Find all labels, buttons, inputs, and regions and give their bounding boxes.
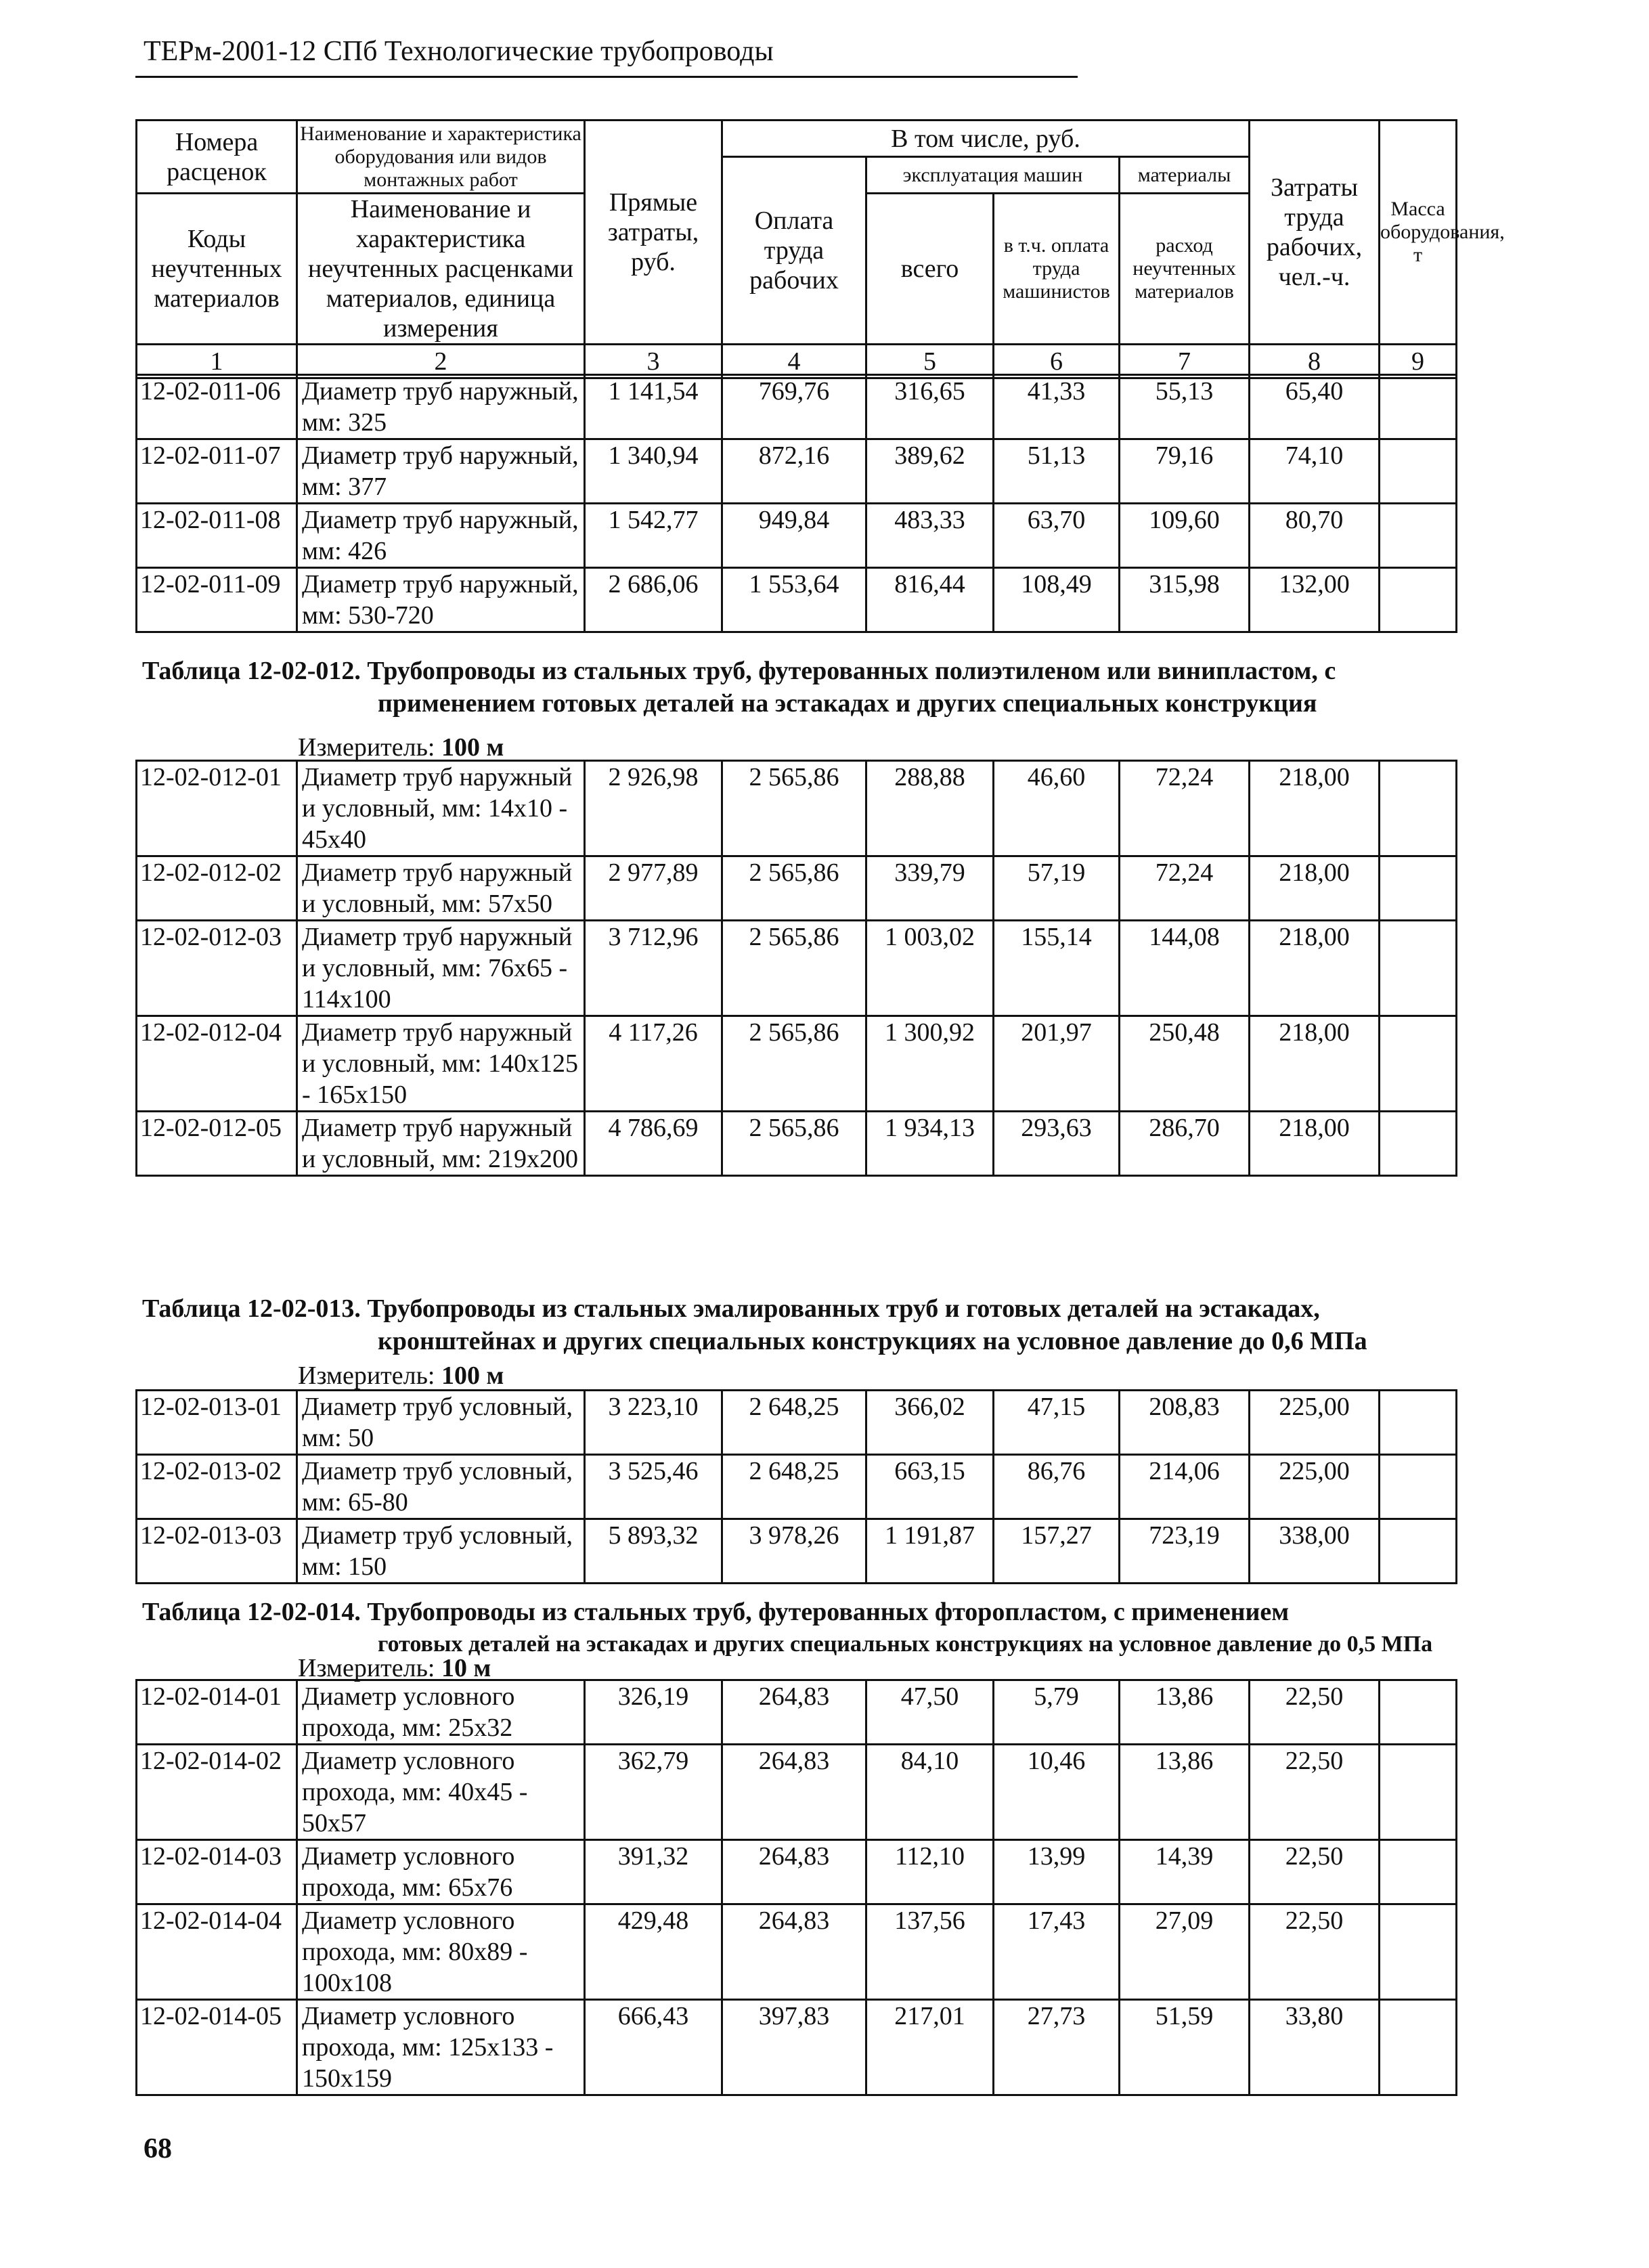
header-materials: материалы xyxy=(1120,157,1250,194)
wages: 2 565,86 xyxy=(722,1112,866,1176)
direct-costs: 429,48 xyxy=(585,1904,722,2000)
materials: 208,83 xyxy=(1120,1391,1250,1455)
rate-code: 12-02-014-02 xyxy=(137,1745,297,1840)
materials: 109,60 xyxy=(1120,504,1250,568)
equipment-mass xyxy=(1380,1745,1457,1840)
machines-total: 84,10 xyxy=(866,1745,994,1840)
rate-name: Диаметр труб условный, мм: 50 xyxy=(297,1391,585,1455)
equipment-mass xyxy=(1380,761,1457,856)
header-wages: Оплата труда рабочих xyxy=(722,157,866,345)
table-row xyxy=(137,1391,1457,1455)
labor-costs: 80,70 xyxy=(1250,504,1380,568)
machines-total: 137,56 xyxy=(866,1904,994,2000)
table-013-caption-line2: кронштейнах и других специальных конструкциях на условное давление до 0,6 МПа xyxy=(378,1327,1367,1355)
measure-value: 100 м xyxy=(441,733,504,762)
header-material-name: Наименование и характеристика неучтенных расценками материалов, единица измерения xyxy=(297,194,585,345)
rate-code: 12-02-011-07 xyxy=(137,439,297,504)
machines-total: 816,44 xyxy=(866,568,994,632)
wages: 2 648,25 xyxy=(722,1455,866,1519)
table-012-measure xyxy=(298,733,504,762)
direct-costs: 3 712,96 xyxy=(585,921,722,1016)
direct-costs: 326,19 xyxy=(585,1680,722,1745)
wages: 872,16 xyxy=(722,439,866,504)
rate-name: Диаметр труб наружный, мм: 426 xyxy=(297,504,585,568)
machines-total: 1 003,02 xyxy=(866,921,994,1016)
rate-name: Диаметр труб наружный и условный, мм: 76x65 - 114x100 xyxy=(297,921,585,1016)
header-including: В том числе, руб. xyxy=(722,121,1250,157)
wages: 2 565,86 xyxy=(722,761,866,856)
rate-name: Диаметр условного прохода, мм: 80x89 - 100x108 xyxy=(297,1904,585,2000)
measure-label: Измеритель: xyxy=(298,1361,435,1390)
table-row xyxy=(137,1745,1457,1840)
equipment-mass xyxy=(1380,921,1457,1016)
wages: 2 565,86 xyxy=(722,1016,866,1112)
labor-costs: 218,00 xyxy=(1250,1016,1380,1112)
labor-costs: 22,50 xyxy=(1250,1680,1380,1745)
table-12-02-014 xyxy=(135,1679,1457,2096)
machinist-wages: 51,13 xyxy=(994,439,1120,504)
colnum-6: 6 xyxy=(994,345,1120,378)
rate-code: 12-02-014-04 xyxy=(137,1904,297,2000)
table-12-02-011 xyxy=(135,374,1457,633)
machinist-wages: 63,70 xyxy=(994,504,1120,568)
labor-costs: 218,00 xyxy=(1250,856,1380,921)
wages: 2 648,25 xyxy=(722,1391,866,1455)
equipment-mass xyxy=(1380,1904,1457,2000)
header-material-codes: Коды неучтенных материалов xyxy=(137,194,297,345)
direct-costs: 3 525,46 xyxy=(585,1455,722,1519)
rate-name: Диаметр условного прохода, мм: 25x32 xyxy=(297,1680,585,1745)
table-row xyxy=(137,921,1457,1016)
direct-costs: 1 141,54 xyxy=(585,375,722,439)
header-codes: Номера расценок xyxy=(137,121,297,194)
wages: 1 553,64 xyxy=(722,568,866,632)
wages: 264,83 xyxy=(722,1680,866,1745)
materials: 250,48 xyxy=(1120,1016,1250,1112)
machinist-wages: 157,27 xyxy=(994,1519,1120,1584)
header-machines-total: всего xyxy=(866,194,994,345)
machinist-wages: 10,46 xyxy=(994,1745,1120,1840)
direct-costs: 4 786,69 xyxy=(585,1112,722,1176)
table-row xyxy=(137,1016,1457,1112)
header-work-name: Наименование и характеристика оборудования или видов монтажных работ xyxy=(297,121,585,194)
rate-name: Диаметр условного прохода, мм: 125x133 - 150x159 xyxy=(297,2000,585,2095)
rate-name: Диаметр труб наружный, мм: 325 xyxy=(297,375,585,439)
rate-name: Диаметр условного прохода, мм: 65x76 xyxy=(297,1840,585,1904)
header-labor-costs: Затраты труда рабочих, чел.-ч. xyxy=(1250,121,1380,345)
table-row xyxy=(137,1112,1457,1176)
labor-costs: 218,00 xyxy=(1250,761,1380,856)
equipment-mass xyxy=(1380,1519,1457,1584)
rate-code: 12-02-011-06 xyxy=(137,375,297,439)
equipment-mass xyxy=(1380,439,1457,504)
labor-costs: 132,00 xyxy=(1250,568,1380,632)
labor-costs: 338,00 xyxy=(1250,1519,1380,1584)
colnum-9: 9 xyxy=(1380,345,1457,378)
table-012-caption xyxy=(142,655,1336,686)
rate-name: Диаметр труб наружный и условный, мм: 14x10 - 45x40 xyxy=(297,761,585,856)
table-row xyxy=(137,1904,1457,2000)
rate-code: 12-02-013-03 xyxy=(137,1519,297,1584)
materials: 72,24 xyxy=(1120,856,1250,921)
table-row xyxy=(137,856,1457,921)
machinist-wages: 13,99 xyxy=(994,1840,1120,1904)
materials: 286,70 xyxy=(1120,1112,1250,1176)
materials: 27,09 xyxy=(1120,1904,1250,2000)
wages: 264,83 xyxy=(722,1840,866,1904)
table-013-measure xyxy=(298,1361,504,1391)
colnum-3: 3 xyxy=(585,345,722,378)
labor-costs: 33,80 xyxy=(1250,2000,1380,2095)
table-12-02-012 xyxy=(135,760,1457,1177)
wages: 949,84 xyxy=(722,504,866,568)
machines-total: 1 934,13 xyxy=(866,1112,994,1176)
table-row xyxy=(137,568,1457,632)
machines-total: 389,62 xyxy=(866,439,994,504)
direct-costs: 1 340,94 xyxy=(585,439,722,504)
machines-total: 366,02 xyxy=(866,1391,994,1455)
machinist-wages: 86,76 xyxy=(994,1455,1120,1519)
equipment-mass xyxy=(1380,1112,1457,1176)
labor-costs: 225,00 xyxy=(1250,1391,1380,1455)
materials: 51,59 xyxy=(1120,2000,1250,2095)
labor-costs: 74,10 xyxy=(1250,439,1380,504)
table-row xyxy=(137,1680,1457,1745)
rate-code: 12-02-011-09 xyxy=(137,568,297,632)
wages: 264,83 xyxy=(722,1745,866,1840)
table-row xyxy=(137,2000,1457,2095)
column-header-table xyxy=(135,119,1505,379)
equipment-mass xyxy=(1380,504,1457,568)
wages: 3 978,26 xyxy=(722,1519,866,1584)
header-machinist-wages: в т.ч. оплата труда машинистов xyxy=(994,194,1120,345)
labor-costs: 65,40 xyxy=(1250,375,1380,439)
rate-code: 12-02-012-05 xyxy=(137,1112,297,1176)
table-row xyxy=(137,1455,1457,1519)
materials: 144,08 xyxy=(1120,921,1250,1016)
table-012-caption-line2: применением готовых деталей на эстакадах и других специальных конструкция xyxy=(378,689,1317,718)
table-row xyxy=(137,1519,1457,1584)
rate-name: Диаметр труб условный, мм: 150 xyxy=(297,1519,585,1584)
machinist-wages: 41,33 xyxy=(994,375,1120,439)
materials: 315,98 xyxy=(1120,568,1250,632)
rate-code: 12-02-012-02 xyxy=(137,856,297,921)
rate-name: Диаметр труб наружный, мм: 377 xyxy=(297,439,585,504)
equipment-mass xyxy=(1380,1455,1457,1519)
direct-costs: 362,79 xyxy=(585,1745,722,1840)
rate-name: Диаметр труб наружный и условный, мм: 140x125 - 165x150 xyxy=(297,1016,585,1112)
header-mass: Масса оборудования, т xyxy=(1380,121,1457,345)
direct-costs: 391,32 xyxy=(585,1840,722,1904)
header-rule xyxy=(135,76,1078,78)
direct-costs: 2 977,89 xyxy=(585,856,722,921)
machinist-wages: 46,60 xyxy=(994,761,1120,856)
rate-name: Диаметр труб наружный, мм: 530-720 xyxy=(297,568,585,632)
labor-costs: 218,00 xyxy=(1250,921,1380,1016)
colnum-2: 2 xyxy=(297,345,585,378)
measure-value: 100 м xyxy=(441,1361,504,1390)
machinist-wages: 5,79 xyxy=(994,1680,1120,1745)
rate-code: 12-02-011-08 xyxy=(137,504,297,568)
machines-total: 217,01 xyxy=(866,2000,994,2095)
table-row xyxy=(137,375,1457,439)
equipment-mass xyxy=(1380,2000,1457,2095)
labor-costs: 218,00 xyxy=(1250,1112,1380,1176)
equipment-mass xyxy=(1380,375,1457,439)
rate-name: Диаметр труб наружный и условный, мм: 219x200 xyxy=(297,1112,585,1176)
materials: 72,24 xyxy=(1120,761,1250,856)
measure-label: Измеритель: xyxy=(298,733,435,762)
page-header: ТЕРм-2001-12 СПб Технологические трубопроводы xyxy=(144,36,774,67)
machines-total: 339,79 xyxy=(866,856,994,921)
materials: 13,86 xyxy=(1120,1680,1250,1745)
materials: 723,19 xyxy=(1120,1519,1250,1584)
equipment-mass xyxy=(1380,1016,1457,1112)
machines-total: 1 300,92 xyxy=(866,1016,994,1112)
machines-total: 112,10 xyxy=(866,1840,994,1904)
machines-total: 47,50 xyxy=(866,1680,994,1745)
table-014-caption: Таблица 12-02-014. Трубопроводы из стальных труб, футерованных фторопластом, с применением xyxy=(142,1598,1290,1626)
table-012-caption-line1: Таблица 12-02-012. Трубопроводы из стальных труб, футерованных полиэтиленом или винипластом, с xyxy=(142,657,1336,685)
direct-costs: 2 926,98 xyxy=(585,761,722,856)
table-014-caption-line2: готовых деталей на эстакадах и других специальных конструкциях на условное давление до 0,5 МПа xyxy=(378,1632,1433,1657)
direct-costs: 3 223,10 xyxy=(585,1391,722,1455)
rate-code: 12-02-013-02 xyxy=(137,1455,297,1519)
colnum-8: 8 xyxy=(1250,345,1380,378)
rate-code: 12-02-012-01 xyxy=(137,761,297,856)
machinist-wages: 47,15 xyxy=(994,1391,1120,1455)
equipment-mass xyxy=(1380,1391,1457,1455)
header-unaccounted-materials: расход неучтенных материалов xyxy=(1120,194,1250,345)
colnum-5: 5 xyxy=(866,345,994,378)
machines-total: 483,33 xyxy=(866,504,994,568)
labor-costs: 22,50 xyxy=(1250,1745,1380,1840)
machinist-wages: 57,19 xyxy=(994,856,1120,921)
colnum-7: 7 xyxy=(1120,345,1250,378)
colnum-4: 4 xyxy=(722,345,866,378)
table-013-caption: Таблица 12-02-013. Трубопроводы из стальных эмалированных труб и готовых деталей на эстакадах, xyxy=(142,1294,1320,1323)
machines-total: 663,15 xyxy=(866,1455,994,1519)
rate-code: 12-02-014-05 xyxy=(137,2000,297,2095)
colnum-1: 1 xyxy=(137,345,297,378)
direct-costs: 666,43 xyxy=(585,2000,722,2095)
rate-code: 12-02-012-03 xyxy=(137,921,297,1016)
machines-total: 1 191,87 xyxy=(866,1519,994,1584)
header-machines: эксплуатация машин xyxy=(866,157,1120,194)
materials: 79,16 xyxy=(1120,439,1250,504)
measure-value: 10 м xyxy=(441,1654,491,1682)
wages: 2 565,86 xyxy=(722,856,866,921)
table-row xyxy=(137,1840,1457,1904)
rate-code: 12-02-014-01 xyxy=(137,1680,297,1745)
direct-costs: 5 893,32 xyxy=(585,1519,722,1584)
labor-costs: 225,00 xyxy=(1250,1455,1380,1519)
rate-code: 12-02-013-01 xyxy=(137,1391,297,1455)
equipment-mass xyxy=(1380,1680,1457,1745)
materials: 13,86 xyxy=(1120,1745,1250,1840)
equipment-mass xyxy=(1380,1840,1457,1904)
labor-costs: 22,50 xyxy=(1250,1840,1380,1904)
rate-code: 12-02-014-03 xyxy=(137,1840,297,1904)
direct-costs: 4 117,26 xyxy=(585,1016,722,1112)
wages: 2 565,86 xyxy=(722,921,866,1016)
materials: 214,06 xyxy=(1120,1455,1250,1519)
table-row xyxy=(137,504,1457,568)
table-row xyxy=(137,439,1457,504)
materials: 14,39 xyxy=(1120,1840,1250,1904)
rate-name: Диаметр условного прохода, мм: 40x45 - 50x57 xyxy=(297,1745,585,1840)
table-row xyxy=(137,761,1457,856)
machinist-wages: 201,97 xyxy=(994,1016,1120,1112)
rate-code: 12-02-012-04 xyxy=(137,1016,297,1112)
rate-name: Диаметр труб наружный и условный, мм: 57x50 xyxy=(297,856,585,921)
machinist-wages: 293,63 xyxy=(994,1112,1120,1176)
wages: 397,83 xyxy=(722,2000,866,2095)
wages: 769,76 xyxy=(722,375,866,439)
rate-name: Диаметр труб условный, мм: 65-80 xyxy=(297,1455,585,1519)
equipment-mass xyxy=(1380,856,1457,921)
equipment-mass xyxy=(1380,568,1457,632)
labor-costs: 22,50 xyxy=(1250,1904,1380,2000)
materials: 55,13 xyxy=(1120,375,1250,439)
machinist-wages: 108,49 xyxy=(994,568,1120,632)
machinist-wages: 17,43 xyxy=(994,1904,1120,2000)
table-12-02-013 xyxy=(135,1389,1457,1584)
machines-total: 316,65 xyxy=(866,375,994,439)
wages: 264,83 xyxy=(722,1904,866,2000)
machinist-wages: 155,14 xyxy=(994,921,1120,1016)
page-number: 68 xyxy=(144,2133,172,2164)
machinist-wages: 27,73 xyxy=(994,2000,1120,2095)
machines-total: 288,88 xyxy=(866,761,994,856)
direct-costs: 2 686,06 xyxy=(585,568,722,632)
direct-costs: 1 542,77 xyxy=(585,504,722,568)
measure-label: Измеритель: xyxy=(298,1654,435,1682)
header-direct-costs: Прямые затраты, руб. xyxy=(585,121,722,345)
